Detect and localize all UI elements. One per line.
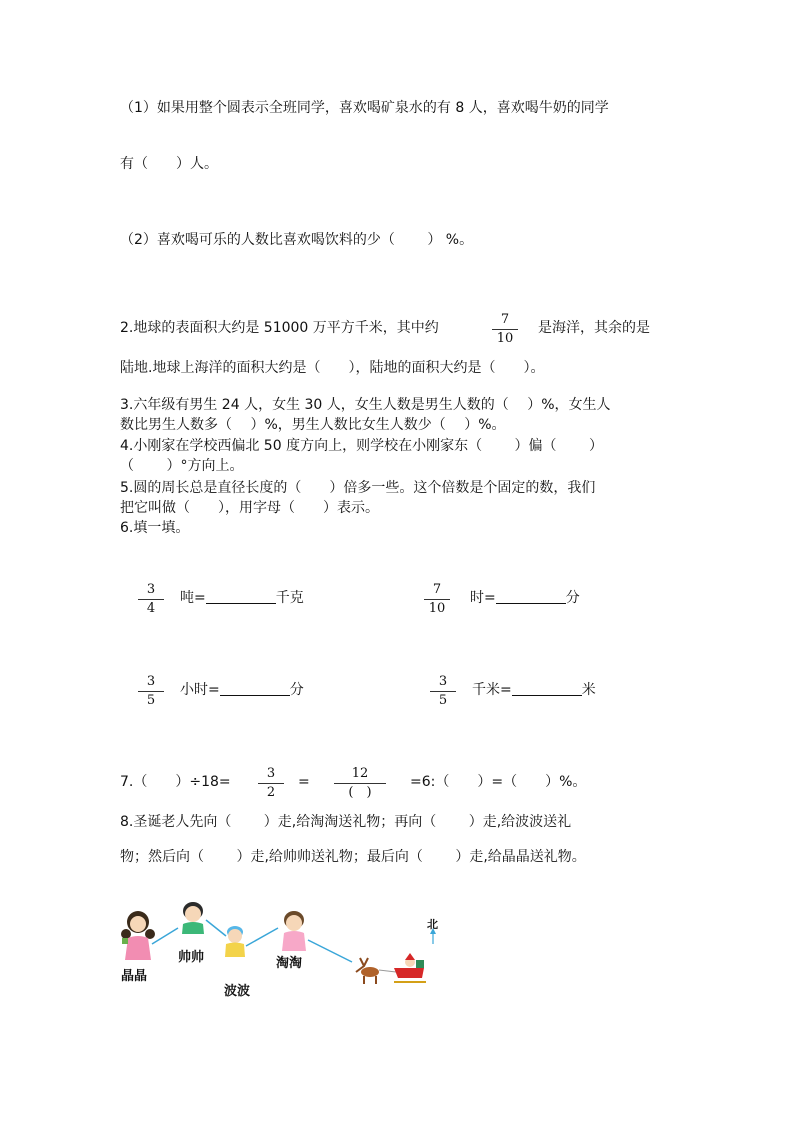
child-bobo-figure (222, 924, 248, 958)
q8-line2: 物；然后向（ ）走,给帅帅送礼物；最后向（ ）走,给晶晶送礼物。 (120, 849, 586, 865)
q7-start: 7.（ ）÷18= (120, 774, 231, 790)
q1-part1-line2: 有（ ）人。 (120, 156, 218, 172)
fraction-numerator: 3 (146, 674, 156, 689)
unit-label: 吨= (180, 590, 206, 606)
unit-label: 分 (289, 682, 304, 698)
fraction-numerator: 3 (146, 582, 156, 597)
q3-line1: 3.六年级有男生 24 人，女生 30 人，女生人数是男生人数的（ ）%，女生人 (120, 397, 611, 413)
q7-end: =6:（ ）=（ ）%。 (410, 774, 587, 790)
q2-line1-before: 2.地球的表面积大约是 51000 万平方千米，其中约 (120, 320, 439, 336)
q3-line2: 数比男生人数多（ ）%，男生人数比女生人数少（ ）%。 (120, 417, 506, 433)
q8-line1: 8.圣诞老人先向（ ）走,给淘淘送礼物；再向（ ）走,给波波送礼 (120, 814, 572, 830)
q1-part1-line1: （1）如果用整个圆表示全班同学，喜欢喝矿泉水的有 8 人，喜欢喝牛奶的同学 (120, 100, 609, 116)
q4-line1: 4.小刚家在学校西偏北 50 度方向上，则学校在小刚家东（ ）偏（ ） (120, 438, 603, 454)
fraction-numerator: 3 (438, 674, 448, 689)
fraction-denominator: ( ) (348, 785, 372, 800)
fraction-numerator: 12 (351, 766, 369, 781)
fraction-denominator: 10 (496, 331, 514, 346)
q6-title: 6.填一填。 (120, 520, 190, 536)
fraction-numerator: 7 (500, 312, 510, 327)
q7-equals: = (298, 774, 310, 790)
q2-line2: 陆地.地球上海洋的面积大约是（ ），陆地的面积大约是（ ）。 (120, 360, 545, 376)
fraction-numerator: 7 (432, 582, 442, 597)
label-shuaishuai: 帅帅 (178, 950, 205, 965)
north-label: 北 (427, 918, 438, 931)
q5-line1: 5.圆的周长总是直径长度的（ ）倍多一些。这个倍数是个固定的数，我们 (120, 480, 596, 496)
q4-line2: （ ）°方向上。 (120, 458, 244, 474)
q5-line2: 把它叫做（ ），用字母（ ）表示。 (120, 500, 379, 516)
unit-label: 分 (565, 590, 580, 606)
fraction-denominator: 10 (428, 601, 446, 616)
santa-sleigh-icon (352, 952, 430, 986)
fraction-denominator: 5 (438, 693, 448, 708)
fraction-denominator: 4 (146, 601, 156, 616)
fraction-numerator: 3 (266, 766, 276, 781)
q2-line1-after: 是海洋，其余的是 (538, 320, 650, 336)
unit-label: 小时= (180, 682, 220, 698)
label-bobo: 波波 (224, 984, 251, 999)
label-jingjing: 晶晶 (121, 969, 148, 984)
fraction-denominator: 5 (146, 693, 156, 708)
unit-label: 米 (581, 682, 596, 698)
q1-part2: （2）喜欢喝可乐的人数比喜欢喝饮料的少（ ） %。 (120, 232, 474, 248)
unit-label: 千克 (275, 590, 304, 606)
girl-jingjing-figure (118, 908, 158, 964)
label-taotao: 淘淘 (276, 956, 303, 971)
boy-shuaishuai-figure (178, 900, 208, 934)
unit-label: 时= (470, 590, 496, 606)
fraction-denominator: 2 (266, 785, 276, 800)
unit-label: 千米= (472, 682, 512, 698)
girl-taotao-figure (279, 910, 309, 952)
